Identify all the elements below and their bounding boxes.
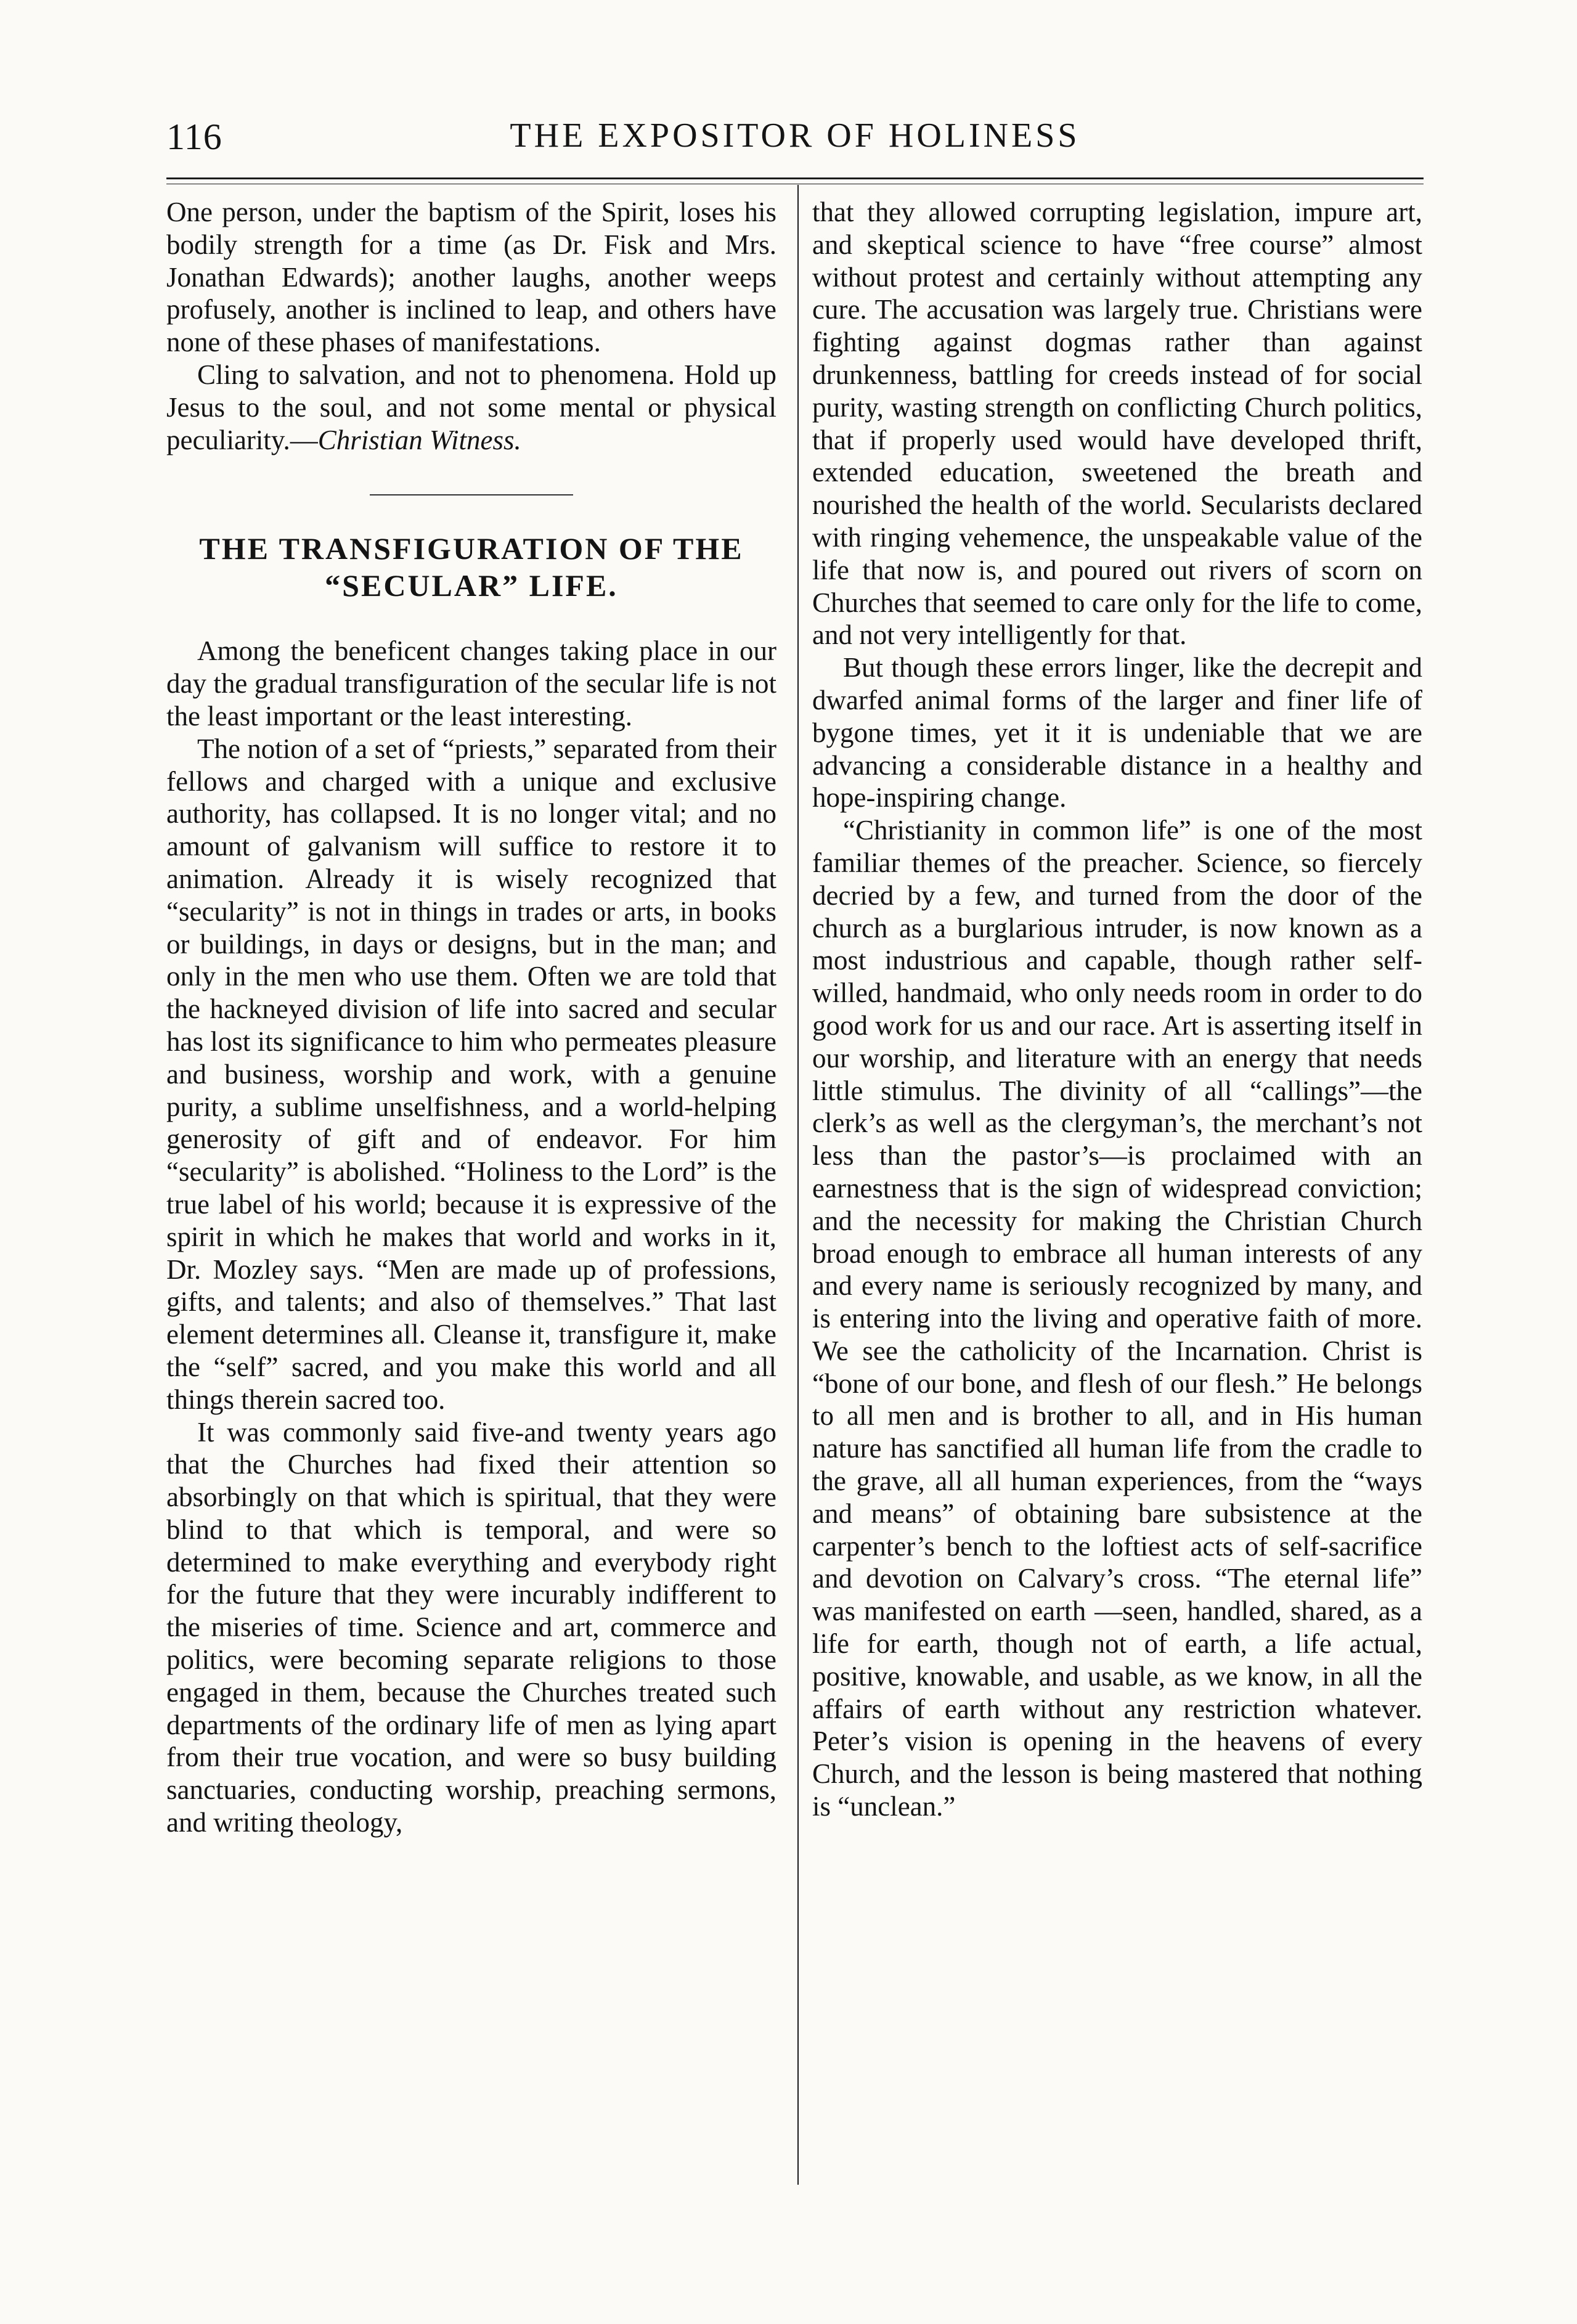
intro-paragraph-2-text: Cling to salvation, and not to phenomena. Hold up Jesus to the soul, and not some mental or physical peculiarity.— bbox=[166, 359, 776, 455]
article-paragraph-3-continued: that they allowed corrupting legislation, impure art, and skeptical science to have “free course” almost without protest and certainly without attempting any cure. The accusation was largely true. Christians were fighting against dogmas rather than against drunkenness, battling for creeds instead of for social purity, wasting strength on conflicting Church politics, that if properly used would have developed thrift, extended education, sweetened the breath and nourished the health of the world. Secularists declared with ringing vehemence, the unspeakable value of the life that now is, and poured out rivers of scorn on Churches that seemed to care only for the life to come, and not very intelligently for that. bbox=[812, 197, 1422, 651]
article-paragraph-4: But though these errors linger, like the decrepit and dwarfed animal forms of the larger and finer life of bygone times, yet it it is undeniable that we are advancing a considerable distance in a healthy and hope-inspiring change. bbox=[812, 652, 1422, 813]
header-rule bbox=[166, 177, 1424, 179]
article-title-line-1: THE TRANSFIGURATION OF THE bbox=[199, 531, 744, 566]
running-title: THE EXPOSITOR OF HOLINESS bbox=[510, 116, 1080, 155]
article-paragraph-1: Among the beneficent changes taking place in our day the gradual transfiguration of the secular life is not the least important or the least interesting. bbox=[166, 635, 776, 732]
intro-paragraph-1: One person, under the baptism of the Spirit, loses his bodily strength for a time (as Dr. Fisk and Mrs. Jonathan Edwards); another laughs, another weeps profusely, another is inclined to leap, and others have none of these phases of manifestations. bbox=[166, 197, 776, 358]
article-title bbox=[166, 530, 776, 604]
article-paragraph-2: The notion of a set of “priests,” separated from their fellows and charged with a unique and exclusive authority, has collapsed. It is no longer vital; and no amount of galvanism will suffice to restore it to animation. Already it is wisely recognized that “secularity” is not in things in trades or arts, in books or buildings, in days or designs, but in the man; and only in the men who use them. Often we are told that the hackneyed division of life into sacred and secular has lost its significance to him who permeates pleasure and business, worship and work, with a genuine purity, a sublime unselfishness, and a world-helping generosity of gift and of endeavor. For him “secularity” is abolished. “Holiness to the Lord” is the true label of his world; because it is expressive of the spirit in which he makes that world and works in it, Dr. Mozley says. “Men are made up of professions, gifts, and talents; and also of themselves.” That last element determines all. Cleanse it, transfigure it, make the “self” sacred, and you make this world and all things therein sacred too. bbox=[166, 733, 776, 1415]
intro-signature: Christian Witness. bbox=[317, 424, 521, 455]
page-number: 116 bbox=[166, 116, 222, 157]
column-divider bbox=[797, 185, 799, 2185]
section-separator bbox=[370, 494, 573, 495]
article-paragraph-5: “Christianity in common life” is one of the most familiar themes of the preacher. Science, so fiercely decried by a few, and turned from the door of the church as a burglarious intruder, is now known as a most industrious and capable, though rather self-willed, handmaid, who only needs room in order to do good work for us and our race. Art is asserting itself in our worship, and literature with an energy that needs little stimulus. The divinity of all “callings”—the clerk’s as well as the clergyman’s, the merchant’s not less than the pastor’s—is proclaimed with an earnestness that is the sign of widespread conviction; and the necessity for making the Christian Church broad enough to embrace all human interests of any and every name is seriously recognized by many, and is entering into the living and operative faith of more. We see the catholicity of the Incarnation. Christ is “bone of our bone, and flesh of our flesh.” He belongs to all men and is brother to all, and in His human nature has sanctified all human life from the cradle to the grave, all all human experiences, from the “ways and means” of obtaining bare subsistence at the carpenter’s bench to the loftiest acts of self-sacrifice and devotion on Calvary’s cross. “The eternal life” was manifested on earth —seen, handled, shared, as a life for earth, though not of earth, a life actual, positive, knowable, and usable, as we know, in all the affairs of earth without any restriction whatever. Peter’s vision is opening in the heavens of every Church, and the lesson is being mastered that nothing is “unclean.” bbox=[812, 815, 1422, 1822]
article-paragraph-3: It was commonly said five-and twenty years ago that the Churches had fixed their attention so absorbingly on that which is spiritual, that they were blind to that which is temporal, and were so determined to make everything and everybody right for the future that they were incurably indifferent to the miseries of time. Science and art, commerce and politics, were becoming separate religions to those engaged in them, because the Churches treated such departments of the ordinary life of men as lying apart from their true vocation, and were so busy building sanctuaries, conducting worship, preaching sermons, and writing theology, bbox=[166, 1416, 776, 1838]
article-title-line-2: “SECULAR” LIFE. bbox=[325, 568, 618, 603]
left-column bbox=[166, 196, 776, 1839]
right-column bbox=[812, 196, 1422, 1823]
page-header bbox=[166, 116, 1424, 171]
intro-paragraph-2 bbox=[166, 359, 776, 456]
